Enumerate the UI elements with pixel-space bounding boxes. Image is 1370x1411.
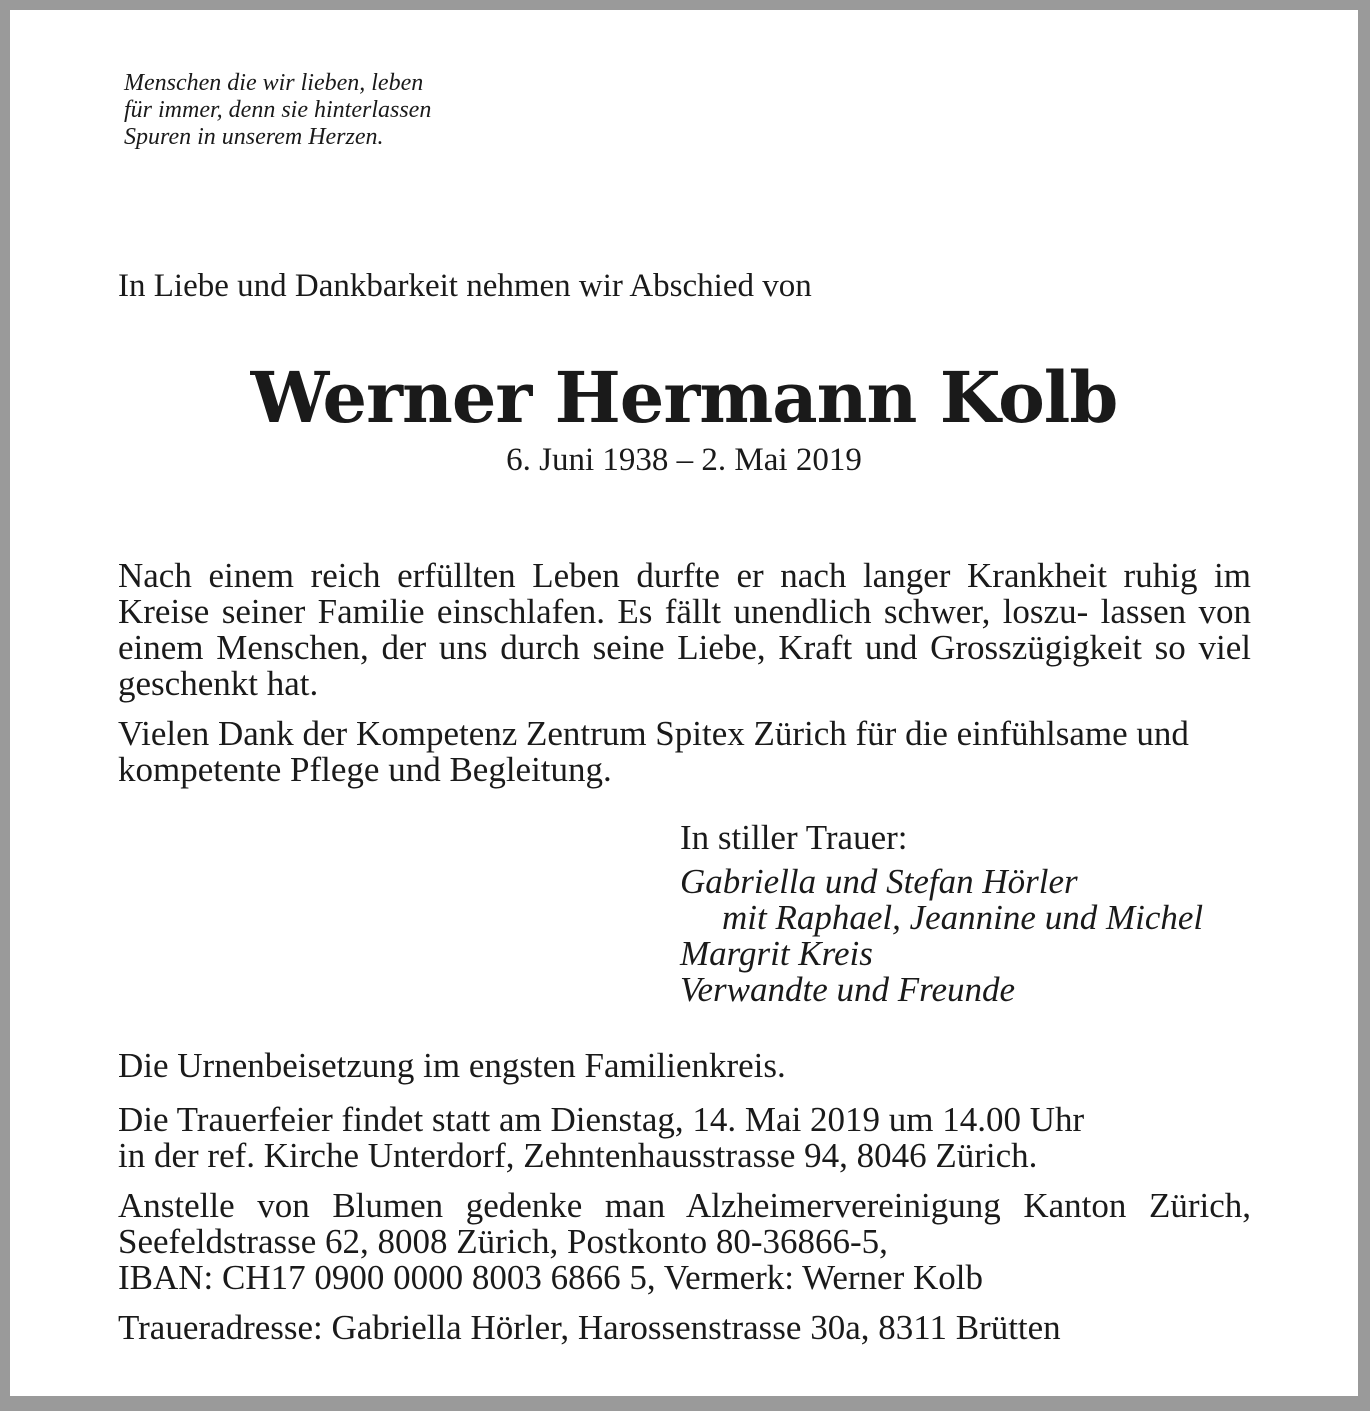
ceremony-notice bbox=[118, 1102, 1251, 1174]
mourning-address: Traueradresse: Gabriella Hörler, Harossenstrasse 30a, 8311 Brütten bbox=[118, 1308, 1061, 1347]
deceased-name: Werner Hermann Kolb bbox=[250, 356, 1118, 439]
intro-text: In Liebe und Dankbarkeit nehmen wir Abschied von bbox=[118, 268, 812, 304]
obituary-page bbox=[10, 10, 1358, 1396]
donation-iban: IBAN: CH17 0900 0000 8003 6866 5, Vermerk: Werner Kolb bbox=[118, 1258, 983, 1297]
mourner-name: mit Raphael, Jeannine und Michel bbox=[722, 898, 1204, 937]
motto-line: Spuren in unserem Herzen. bbox=[124, 124, 384, 150]
donation-text: Anstelle von Blumen gedenke man Alzheimervereinigung Kanton Zürich, Seefeldstrasse 62, 8008 Zürich, Postkonto 80-36866-5, bbox=[118, 1186, 1251, 1261]
paragraph-thanks: Vielen Dank der Kompetenz Zentrum Spitex Zürich für die einfühlsame und kompetente Pflege und Begleitung. bbox=[118, 714, 1189, 789]
mourner-name: Verwandte und Freunde bbox=[680, 970, 1016, 1009]
motto-line: Menschen die wir lieben, leben bbox=[124, 70, 424, 96]
mourner-name: Margrit Kreis bbox=[680, 934, 873, 973]
mourner-name: Gabriella und Stefan Hörler bbox=[680, 862, 1078, 901]
life-dates: 6. Juni 1938 – 2. Mai 2019 bbox=[506, 442, 862, 478]
mourners-block bbox=[680, 820, 1203, 1008]
ceremony-line: Die Trauerfeier findet statt am Dienstag, 14. Mai 2019 um 14.00 Uhr bbox=[118, 1100, 1085, 1139]
paragraph-life: Nach einem reich erfüllten Leben durfte er nach langer Krankheit ruhig im Kreise seiner Familie einschlafen. Es fällt unendlich schwer, loszu- lassen von einem Menschen, der uns durch seine Liebe, Kraft und Grosszügigkeit so viel geschenkt hat. bbox=[118, 556, 1251, 703]
ceremony-line: in der ref. Kirche Unterdorf, Zehntenhausstrasse 94, 8046 Zürich. bbox=[118, 1136, 1038, 1175]
donation-notice bbox=[118, 1188, 1251, 1296]
motto-quote bbox=[124, 70, 431, 151]
urn-notice: Die Urnenbeisetzung im engsten Familienkreis. bbox=[118, 1046, 786, 1085]
mourners-heading: In stiller Trauer: bbox=[680, 818, 908, 857]
motto-line: für immer, denn sie hinterlassen bbox=[124, 97, 432, 123]
